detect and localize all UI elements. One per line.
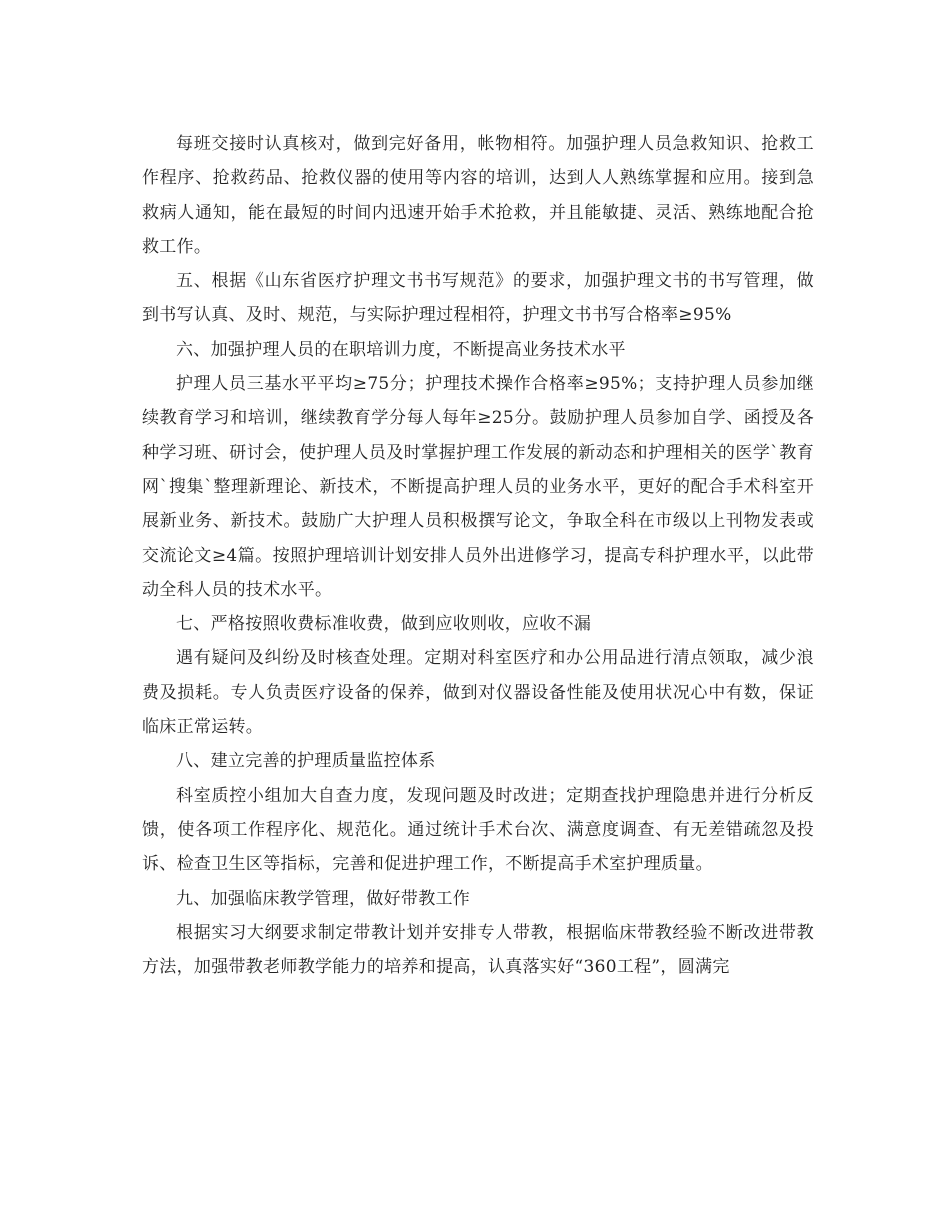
heading-eight: 八、建立完善的护理质量监控体系 (176, 751, 436, 772)
document-page (142, 127, 814, 984)
heading-nine: 九、加强临床教学管理，做好带教工作 (176, 888, 471, 909)
paragraph-teaching: 根据实习大纲要求制定带教计划并安排专人带教，根据临床带教经验不断改进带教方法，加强带教老师教学能力的培养和提高，认真落实好“360工程”，圆满完 (142, 922, 814, 978)
paragraph-billing: 遇有疑问及纠纷及时核查处理。定期对科室医疗和办公用品进行清点领取，减少浪费及损耗。专人负责医疗设备的保养，做到对仪器设备性能及使用状况心中有数，保证临床正常运转。 (142, 648, 814, 738)
paragraph-training: 护理人员三基水平平均≥75分；护理技术操作合格率≥95%；支持护理人员参加继续教育学习和培训，继续教育学分每人每年≥25分。鼓励护理人员参加自学、函授及各种学习班、研讨会，使护理人员及时掌握护理工作发展的新动态和护理相关的医学`教育网`搜集`整理新理论、新技术，不断提高护理人员的业务水平，更好的配合手术科室开展新业务、新技术。鼓励广大护理人员积极撰写论文，争取全科在市级以上刊物发表或交流论文≥4篇。按照护理培训计划安排人员外出进修学习，提高专科护理水平，以此带动全科人员的技术水平。 (142, 374, 814, 600)
paragraph-1: 每班交接时认真核对，做到完好备用，帐物相符。加强护理人员急救知识、抢救工作程序、抢救药品、抢救仪器的使用等内容的培训，达到人人熟练掌握和应用。接到急救病人通知，能在最短的时间内迅速开始手术抢救，并且能敏捷、灵活、熟练地配合抢救工作。 (142, 134, 814, 257)
paragraph-quality: 科室质控小组加大自查力度，发现问题及时改进；定期查找护理隐患并进行分析反馈，使各项工作程序化、规范化。通过统计手术台次、满意度调查、有无差错疏忽及投诉、检查卫生区等指标，完善和促进护理工作，不断提高手术室护理质量。 (142, 785, 814, 875)
paragraph-2-heading-five: 五、根据《山东省医疗护理文书书写规范》的要求，加强护理文书的书写管理，做到书写认真、及时、规范，与实际护理过程相符，护理文书书写合格率≥95% (142, 271, 814, 326)
heading-six: 六、加强护理人员的在职培训力度，不断提高业务技术水平 (176, 339, 626, 360)
heading-seven: 七、严格按照收费标准收费，做到应收则收，应收不漏 (176, 614, 592, 635)
